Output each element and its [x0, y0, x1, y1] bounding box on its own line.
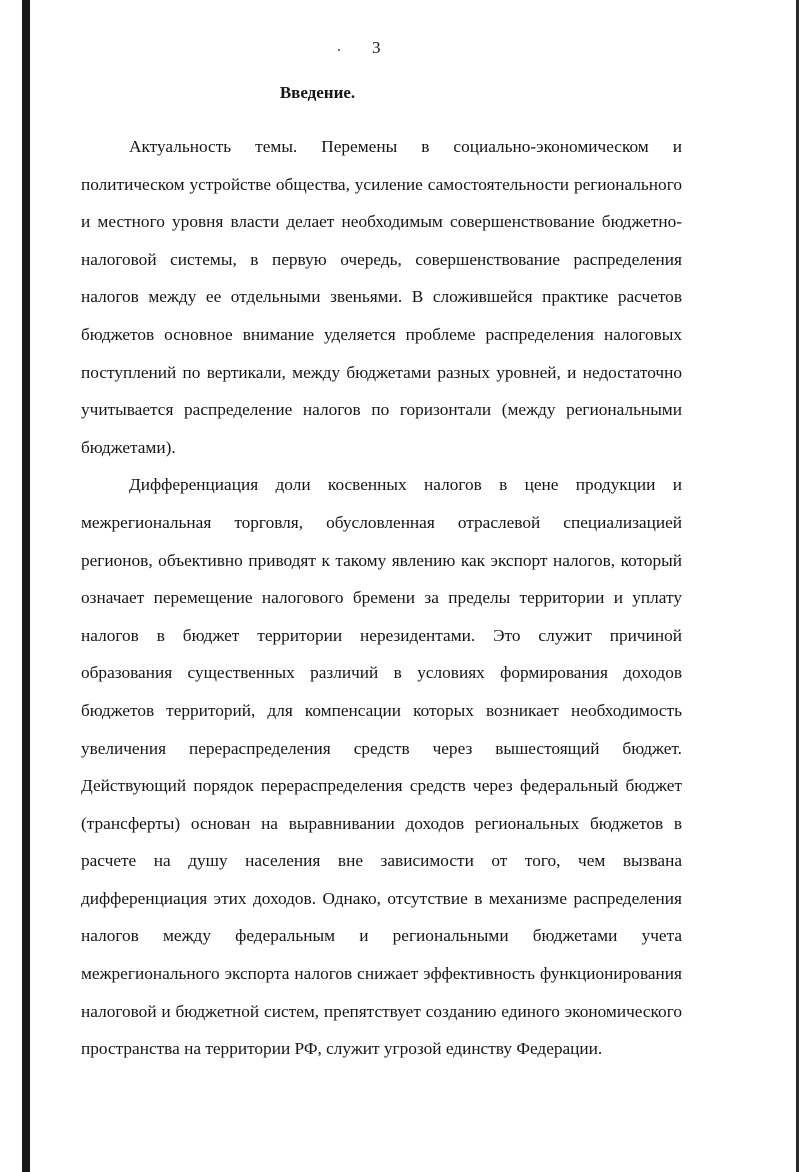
scan-speck [338, 49, 340, 51]
scan-left-edge [22, 0, 30, 1172]
paragraph-relevance: Актуальность темы. Перемены в социально-экономическом и политическом устройстве общества, усиление самостоятельности регионального и местного уровня власти делает необходимым совершенствование бюджетно-налоговой системы, в первую очередь, совершенствование распределения налогов между ее отдельными звеньями. В сложившейся практике расчетов бюджетов основное внимание уделяется проблеме распределения налоговых поступлений по вертикали, между бюджетами разных уровней, и недостаточно учитывается распределение налогов по горизонтали (между региональными бюджетами). [81, 137, 682, 457]
document-body [81, 128, 682, 1068]
section-title: Введение. [279, 83, 356, 102]
paragraph-differentiation: Дифференциация доли косвенных налогов в цене продукции и межрегиональная торговля, обусловленная отраслевой специализацией регионов, объективно приводят к такому явлению как экспорт налогов, который означает перемещение налогового бремени за пределы территории и уплату налогов в бюджет территории нерезидентами. Это служит причиной образования существенных различий в условиях формирования доходов бюджетов территорий, для компенсации которых возникает необходимость увеличения перераспределения средств через вышестоящий бюджет. Действующий порядок перераспределения средств через федеральный бюджет (трансферты) основан на выравнивании доходов региональных бюджетов в расчете на душу населения вне зависимости от того, чем вызвана дифференциация этих доходов. Однако, отсутствие в механизме распределения налогов между федеральным и региональными бюджетами учета межрегионального экспорта налогов снижает эффективность функционирования налоговой и бюджетной систем, препятствует созданию единого экономического пространства на территории РФ, служит угрозой единству Федерации. [81, 475, 682, 1059]
page-number: 3 [372, 38, 381, 57]
